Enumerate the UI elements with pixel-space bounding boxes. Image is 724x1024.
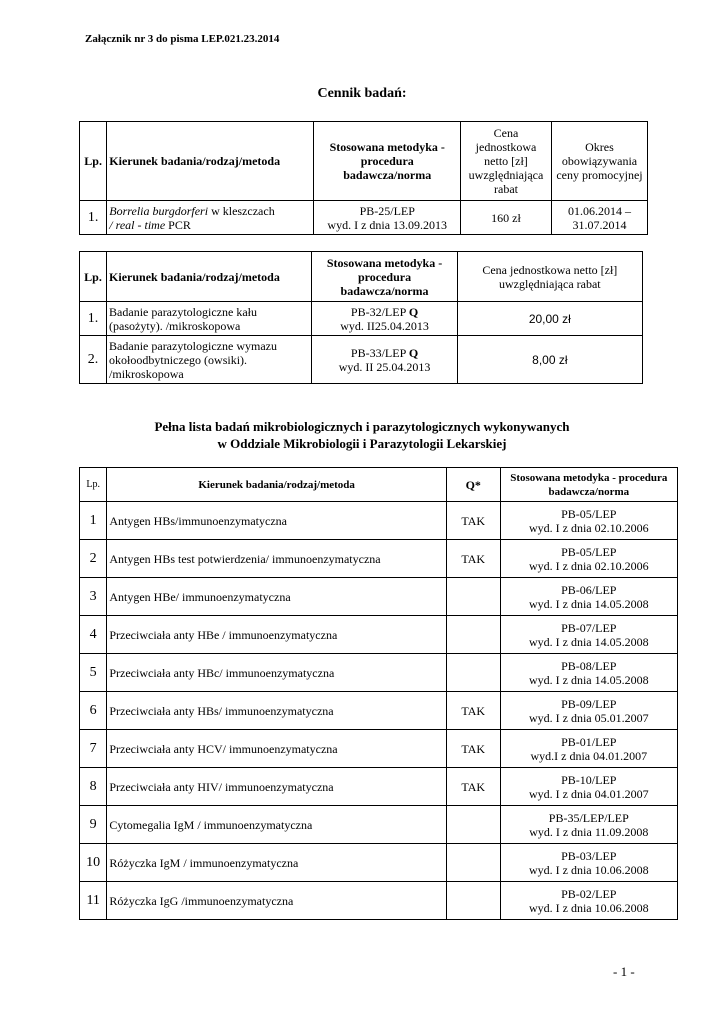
procedure-edition: wyd. I z dnia 14.05.2008 [528, 596, 649, 611]
section-title-line1: Pełna lista badań mikrobiologicznych i parazytologicznych wykonywanych [154, 419, 570, 434]
table-header-row [80, 468, 678, 502]
row-lp: 3 [80, 578, 107, 616]
col-okres: Okres obowiązywania ceny promocyjnej [551, 122, 647, 201]
procedure-code: PB-09/LEP [561, 696, 617, 711]
col-lp: Lp. [80, 468, 107, 502]
procedure-edition: wyd. II 25.04.2013 [338, 359, 431, 374]
row-q [446, 578, 500, 616]
row-kierunek: Różyczka IgG /immunoenzymatyczna [107, 882, 447, 920]
procedure-code: PB-07/LEP [561, 620, 617, 635]
row-q [446, 844, 500, 882]
kierunek-text: w kleszczach [208, 203, 275, 218]
row-metodyka [500, 882, 677, 920]
row-kierunek: Różyczka IgM / immunoenzymatyczna [107, 844, 447, 882]
row-okres [551, 201, 647, 235]
col-kierunek: Kierunek badania/rodzaj/metoda [107, 468, 447, 502]
procedure-code: PB-08/LEP [561, 658, 617, 673]
table-row [80, 502, 678, 540]
table-row [80, 201, 648, 235]
row-lp: 1 [80, 502, 107, 540]
table-header-row [80, 252, 643, 302]
table-row [80, 844, 678, 882]
row-lp: 2 [80, 540, 107, 578]
procedure-code: PB-06/LEP [561, 582, 617, 597]
procedure-edition: wyd. I z dnia 02.10.2006 [528, 520, 649, 535]
row-metodyka [500, 654, 677, 692]
row-q: TAK [446, 540, 500, 578]
procedure-edition: wyd. I z dnia 14.05.2008 [528, 634, 649, 649]
row-q [446, 616, 500, 654]
row-lp: 8 [80, 768, 107, 806]
col-cena: Cena jednostkowa netto [zł] uwzględniająca rabat [457, 252, 642, 302]
row-lp: 2. [80, 336, 107, 384]
period-end: 31.07.2014 [572, 217, 627, 232]
row-metodyka [500, 502, 677, 540]
section-title-line2: w Oddziale Mikrobiologii i Parazytologii Lekarskiej [217, 436, 507, 451]
procedure-edition: wyd. I z dnia 05.01.2007 [528, 710, 649, 725]
row-lp: 1. [80, 201, 107, 235]
table-row [80, 540, 678, 578]
table-row [80, 730, 678, 768]
col-metodyka: Stosowana metodyka - procedura badawcza/norma [500, 468, 677, 502]
row-lp: 10 [80, 844, 107, 882]
procedure-code: PB-33/LEP [350, 345, 406, 360]
row-kierunek: Cytomegalia IgM / immunoenzymatyczna [107, 806, 447, 844]
q-mark: Q [408, 345, 419, 360]
col-q: Q* [446, 468, 500, 502]
row-metodyka [314, 201, 461, 235]
test-list-body [80, 502, 678, 920]
procedure-edition: wyd. I z dnia 04.01.2007 [528, 786, 649, 801]
row-kierunek: Przeciwciała anty HIV/ immunoenzymatyczna [107, 768, 447, 806]
col-metodyka: Stosowana metodyka - procedura badawcza/norma [314, 122, 461, 201]
page-title: Cennik badań: [317, 86, 407, 101]
row-lp: 4 [80, 616, 107, 654]
row-q: TAK [446, 692, 500, 730]
row-metodyka [500, 806, 677, 844]
table-row [80, 806, 678, 844]
procedure-edition: wyd. I z dnia 10.06.2008 [528, 862, 649, 877]
row-cena: 160 zł [461, 201, 552, 235]
procedure-edition: wyd. I z dnia 14.05.2008 [528, 672, 649, 687]
row-metodyka [500, 616, 677, 654]
full-test-list-table [79, 467, 678, 920]
procedure-code: PB-25/LEP [359, 203, 415, 218]
row-q: TAK [446, 730, 500, 768]
method-italic: / real - time [109, 217, 166, 232]
row-kierunek: Badanie parazytologiczne kału (pasożyty). /mikroskopowa [107, 302, 312, 336]
procedure-code: PB-10/LEP [561, 772, 617, 787]
row-cena: 20,00 zł [457, 302, 642, 336]
table-row [80, 578, 678, 616]
table-row [80, 692, 678, 730]
procedure-edition: wyd. I z dnia 10.06.2008 [528, 900, 649, 915]
col-kierunek: Kierunek badania/rodzaj/metoda [107, 122, 314, 201]
row-kierunek: Przeciwciała anty HBc/ immunoenzymatyczna [107, 654, 447, 692]
method-text: PCR [165, 217, 191, 232]
table-header-row [80, 122, 648, 201]
row-kierunek: Badanie parazytologiczne wymazu okołoodbytniczego (owsiki). /mikroskopowa [107, 336, 312, 384]
row-kierunek: Przeciwciała anty HCV/ immunoenzymatyczna [107, 730, 447, 768]
procedure-code: PB-05/LEP [561, 506, 617, 521]
row-cena: 8,00 zł [457, 336, 642, 384]
row-kierunek: Przeciwciała anty HBs/ immunoenzymatyczna [107, 692, 447, 730]
row-metodyka [312, 336, 457, 384]
row-lp: 1. [80, 302, 107, 336]
table-row [80, 302, 643, 336]
procedure-edition: wyd. I z dnia 02.10.2006 [528, 558, 649, 573]
procedure-code: PB-01/LEP [561, 734, 617, 749]
promo-price-table [79, 121, 648, 235]
procedure-code: PB-03/LEP [561, 848, 617, 863]
col-lp: Lp. [80, 122, 107, 201]
parasitology-price-table [79, 251, 643, 384]
row-kierunek: Antygen HBe/ immunoenzymatyczna [107, 578, 447, 616]
procedure-edition: wyd. I z dnia 13.09.2013 [327, 217, 448, 232]
period-start: 01.06.2014 – [567, 203, 631, 218]
row-lp: 11 [80, 882, 107, 920]
row-q: TAK [446, 768, 500, 806]
row-kierunek: Przeciwciała anty HBe / immunoenzymatyczna [107, 616, 447, 654]
procedure-code: PB-05/LEP [561, 544, 617, 559]
table-row [80, 654, 678, 692]
procedure-code: PB-35/LEP/LEP [548, 810, 629, 825]
procedure-code: PB-02/LEP [561, 886, 617, 901]
row-q: TAK [446, 502, 500, 540]
procedure-code: PB-32/LEP [350, 304, 406, 319]
row-lp: 9 [80, 806, 107, 844]
organism-name: Borrelia burgdorferi [109, 203, 209, 218]
col-metodyka: Stosowana metodyka - procedura badawcza/norma [312, 252, 457, 302]
row-lp: 7 [80, 730, 107, 768]
row-metodyka [500, 844, 677, 882]
page-number: - 1 - [613, 964, 635, 979]
procedure-edition: wyd. II25.04.2013 [340, 318, 429, 333]
procedure-edition: wyd. I z dnia 11.09.2008 [529, 824, 649, 839]
table-row [80, 768, 678, 806]
row-q [446, 654, 500, 692]
q-mark: Q [408, 304, 419, 319]
row-metodyka [500, 692, 677, 730]
row-lp: 5 [80, 654, 107, 692]
col-cena: Cena jednostkowa netto [zł] uwzględniająca rabat [461, 122, 552, 201]
table-row [80, 616, 678, 654]
row-kierunek: Antygen HBs/immunoenzymatyczna [107, 502, 447, 540]
row-q [446, 806, 500, 844]
col-kierunek: Kierunek badania/rodzaj/metoda [107, 252, 312, 302]
row-lp: 6 [80, 692, 107, 730]
row-q [446, 882, 500, 920]
row-metodyka [500, 768, 677, 806]
table-row [80, 882, 678, 920]
row-kierunek [107, 201, 314, 235]
row-metodyka [500, 540, 677, 578]
section-title [0, 418, 724, 452]
row-metodyka [312, 302, 457, 336]
row-metodyka [500, 730, 677, 768]
attachment-note: Załącznik nr 3 do pisma LEP.021.23.2014 [85, 33, 280, 45]
table-row [80, 336, 643, 384]
col-lp: Lp. [80, 252, 107, 302]
row-kierunek: Antygen HBs test potwierdzenia/ immunoenzymatyczna [107, 540, 447, 578]
procedure-edition: wyd.I z dnia 04.01.2007 [530, 748, 648, 763]
row-metodyka [500, 578, 677, 616]
